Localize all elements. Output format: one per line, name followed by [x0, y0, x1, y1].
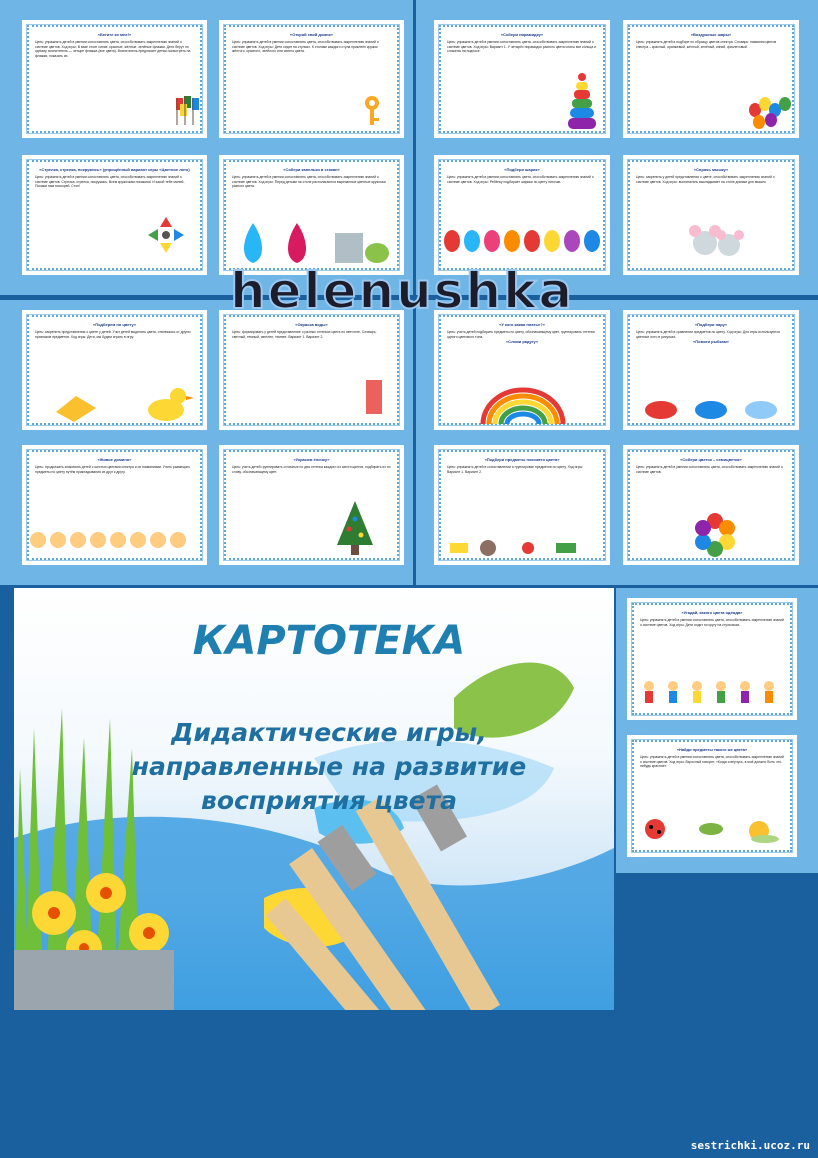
card-title: «Угадай, какого цвета одежда» — [681, 610, 743, 615]
flags-picture — [174, 94, 204, 126]
balloon-row-picture — [442, 223, 602, 267]
card-title: «Найди предметы такого же цвета» — [676, 747, 748, 752]
card-body: Цель: учить детей подбирать предметы по цвету, обозначающему цвет, группировать оттенки одного цветового тона. — [447, 330, 595, 339]
card-naidi-predmety — [627, 735, 797, 857]
card-body: Цель: упражнять детей в умении сопоставлять цвета, способствовать закреплению знаний о системе цветов. Ход игры: Вариант 1. У четырёх пирамидок разного цвета сняты все кольца и сложены на подносе. — [447, 40, 596, 54]
card-otkroi-domik — [219, 20, 404, 138]
arrows-picture — [146, 215, 186, 255]
card-body: Цель: упражнять детей в умении сопоставлять цвета, способствовать закреплению знаний о системе цветов. Ход игры: Взрослый говорит: «Когда я верчусь, в моё должно быть что-нибудь красное». — [640, 755, 784, 769]
card-title: «Подберем по цвету» — [92, 322, 137, 327]
card-title: «Бегите ко мне!» — [97, 32, 132, 37]
card-u-kogo-plate — [434, 310, 610, 430]
card-body: Цель: закрепить у детей представления о цвете, способствовать закреплению знаний о системе цветов. Ход игры: воспитатель выкладывает на столе домики для мышек. — [636, 175, 775, 184]
key-picture — [359, 94, 385, 128]
card-body: Цель: упражнять детей в умении сопоставлять цвета, способствовать закреплению знаний о системе цветов. Ход игры: Дети сидят на стульях. К столике каждого стула приклеен кружок жёлтого, красного, зелёного или синего цвета. — [232, 40, 379, 54]
watermark: helenushka — [230, 262, 575, 320]
card-body: Цель: закрепить представления о цвете у детей. Учит детей выделять цвета, отвлекаясь от других признаков предметов. Ход игры: Дети, мы будем играть в игру. — [35, 330, 191, 339]
card-begite-ko-mne — [22, 20, 207, 138]
card-kapelki — [219, 155, 404, 275]
duck-picture — [46, 382, 196, 424]
card-spryach-myshku — [623, 155, 799, 275]
insects-picture — [641, 809, 781, 845]
card-body: Цель: упражнять детей в умении сопоставлять цвета, способствовать закреплению знаний о системе цветов. Ход игры: Ребёнку подбирает шарики по цвету ниточки. — [447, 175, 594, 184]
card-title: «Подбери шарик» — [504, 167, 540, 172]
card-title: «Окраска воды» — [295, 322, 328, 327]
cover — [14, 588, 614, 1010]
raduga-title: «Сложи радугу» — [505, 339, 539, 345]
card-body: Цель: упражнять детей в умении сопоставлять цвета, способствовать закреплению знаний о системе цветов. — [636, 465, 783, 474]
card-body: Цель: упражнять детей в умении сопоставлять цвета, способствовать закреплению знаний о системе цветов. Стрелка, стрелка, покружись, Всем кружочкам покажись! И какой тебе милей, Покажи нам поскорей. Стоп! — [35, 175, 185, 189]
card-title: «Подбери предметы похожего цвета» — [484, 457, 560, 462]
card-title: «Собери цветок – семицветик» — [680, 457, 742, 462]
toys-picture — [448, 539, 598, 557]
card-podberi-paru — [623, 310, 799, 430]
card-body: Цель: продолжать знакомить детей с шестью цветами спектра и их названиями. Учить размещать предметы по цвету путём прикладывания их друг к другу. — [35, 465, 191, 474]
drops-picture — [235, 219, 395, 267]
card-title: «Воздушные шары» — [690, 32, 732, 37]
pyramid-picture — [566, 72, 598, 134]
card-podberi-predmety — [434, 445, 610, 565]
card-body: Цель: упражнять детей в умении сопоставлять цвета, способствовать закреплению знаний о системе цветов. Ход игры: Дети сидят по кругу на стульчиках. — [640, 618, 784, 627]
card-title: «Подбери пару» — [694, 322, 728, 327]
card-zhivoe-domino — [22, 445, 207, 565]
fish-picture — [641, 396, 791, 424]
card-body: Цель: упражнять детей в сравнении предметов по цвету. Ход игры: Для игры используются цветные лото в рисунках. — [636, 330, 780, 339]
card-body: Цель: упражнять детей в сопоставлении и группировке предметов по цвету. Ход игры: Вариант 1. Вариант 2. — [447, 465, 583, 474]
cover-heading: КАРТОТЕКА — [192, 618, 466, 664]
card-podberem-po-cvetu — [22, 310, 207, 430]
card-strelka — [22, 155, 207, 275]
card-title: «Стрелка, стрелка, покружись» (упрощённый вариант игры «Цветное лото) — [39, 167, 190, 172]
card-body: Цель: упражнять детей в подборе по образцу цветов спектра. Словарь: названия цветов спектра – красный, оранжевый, жёлтый, зелёный, синий, фиолетовый. — [636, 40, 777, 49]
dancing-children-picture — [639, 678, 785, 706]
balloons-picture — [747, 84, 793, 132]
cover-line-1: Дидактические игры, — [171, 718, 487, 747]
card-okraska-vody — [219, 310, 404, 430]
card-title: «У кого какая платье?» — [499, 322, 545, 327]
card-body: Цель: учить детей группировать отличные по два оттенка каждого из шести цветов, подбирать их по слову, обозначающему цвет. — [232, 465, 391, 474]
card-soberi-piramidku — [434, 20, 610, 138]
rybki-title: «Помоги рыбкам» — [693, 339, 729, 345]
children-picture — [28, 529, 198, 551]
site-url[interactable]: sestrichki.ucoz.ru — [690, 1139, 810, 1152]
card-body: Цель: упражнять детей в умении сопоставлять цвета, способствовать закреплению знаний о системе цветов. Ход игры: Перед детьми на столе располагаются вырезанные цветные кружочки разного цвета. — [232, 175, 386, 189]
card-semicvetik — [623, 445, 799, 565]
cover-line-2: направленные на развитие — [131, 752, 527, 781]
flower-picture — [693, 513, 737, 557]
card-title: «Украсим ёлочку» — [293, 457, 330, 462]
card-title: «Спрячь мышку» — [693, 167, 729, 172]
christmas-tree-picture — [333, 499, 377, 559]
rainbow-picture — [478, 386, 568, 424]
cover-line-3: восприятия цвета — [201, 786, 457, 815]
card-body: Цель: упражнять детей в умении сопоставлять цвета, способствовать закреплению знаний о системе цветов. Ход игры: В вазе стоят синие, красные, жёлтые, зелёные флажки. Дети берут по одному, воспитатель — четыре флажка (все цвета). Воспитатель предлагает детям посмотреть на флажки, показать их. — [35, 40, 191, 58]
card-title: «Собери капельки в стакан» — [283, 167, 340, 172]
mice-picture — [687, 217, 747, 265]
card-ugadai-odezhda — [627, 598, 797, 720]
glass-picture — [363, 376, 385, 416]
card-podberi-sharik — [434, 155, 610, 275]
card-vozdushnye-shary — [623, 20, 799, 138]
card-title: «Живое домино» — [97, 457, 132, 462]
card-title: «Открой свой домик» — [290, 32, 333, 37]
card-title: «Собери пирамидку» — [500, 32, 544, 37]
card-body: Цель: формировать у детей представление о разных оттенках цвета по светлоте. Словарь: светлый, темный, светлее, темнее. Вариант 1. Вариант 2. — [232, 330, 377, 339]
card-ukrasim-elochku — [219, 445, 404, 565]
